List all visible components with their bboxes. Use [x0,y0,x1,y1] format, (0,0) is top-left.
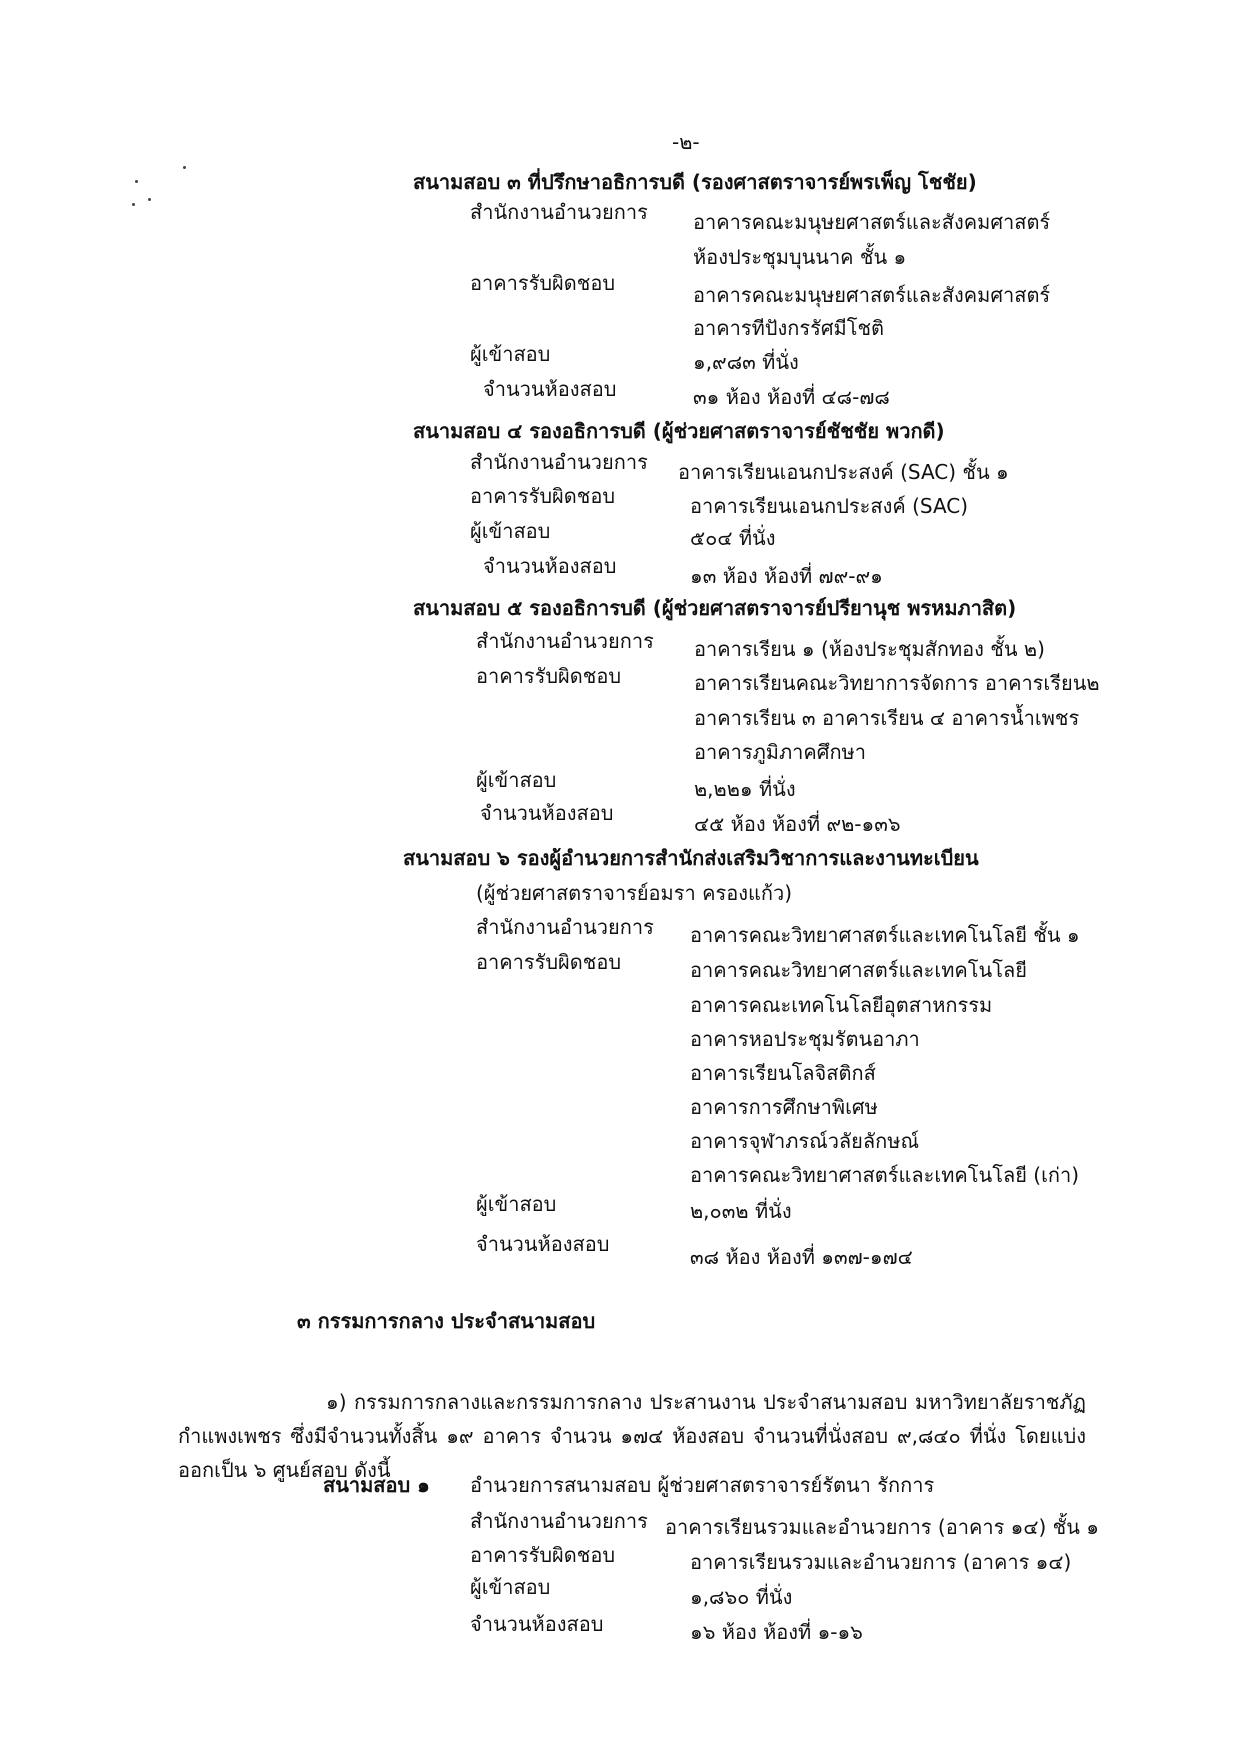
scan-speck [135,180,138,183]
section-heading: ๓ กรรมการกลาง ประจำสนามสอบ [297,1309,596,1333]
buildings-value: อาคารทีปังกรรัศมีโชติ [693,316,885,340]
scan-speck [183,166,186,169]
examinees-label: ผู้เข้าสอบ [470,1575,551,1599]
buildings-value: อาคารคณะมนุษยศาสตร์และสังคมศาสตร์ [693,283,1051,307]
buildings-value: อาคารการศึกษาพิเศษ [690,1095,878,1119]
office-label: สำนักงานอำนวยการ [476,629,654,653]
field1-director: อำนวยการสนามสอบ ผู้ช่วยศาสตราจารย์รัตนา รักการ [470,1473,935,1497]
office-value: ห้องประชุมบุนนาค ชั้น ๑ [693,245,907,269]
examinees-value: ๒,๒๒๑ ที่นั่ง [694,777,796,801]
buildings-label: อาคารรับผิดชอบ [470,484,616,508]
field1-label: สนามสอบ ๑ [323,1473,430,1497]
buildings-label: อาคารรับผิดชอบ [470,271,616,295]
examinees-label: ผู้เข้าสอบ [476,1192,557,1216]
rooms-label: จำนวนห้องสอบ [483,554,617,578]
scan-speck [132,203,135,206]
rooms-label: จำนวนห้องสอบ [476,1232,610,1256]
field-heading: สนามสอบ ๖ รองผู้อำนวยการสำนักส่งเสริมวิชาการและงานทะเบียน [403,846,979,870]
buildings-value: อาคารเรียนเอนกประสงค์ (SAC) [690,494,969,518]
examinees-value: ๕๐๔ ที่นั่ง [690,526,776,550]
office-label: สำนักงานอำนวยการ [476,915,654,939]
field-heading: สนามสอบ ๕ รองอธิการบดี (ผู้ช่วยศาสตราจารย์ปรียานุช พรหมภาสิต) [413,596,1017,620]
field-heading: สนามสอบ ๓ ที่ปรึกษาอธิการบดี (รองศาสตราจารย์พรเพ็ญ โชชัย) [413,170,977,194]
examinees-value: ๑,๙๘๓ ที่นั่ง [693,350,799,374]
buildings-value: อาคารหอประชุมรัตนอาภา [690,1027,920,1051]
buildings-value: อาคารเรียนคณะวิทยาการจัดการ อาคารเรียน๒ [694,671,1100,695]
office-value: อาคารเรียนรวมและอำนวยการ (อาคาร ๑๔) ชั้น ๑ [665,1515,1099,1539]
office-value: อาคารเรียนเอนกประสงค์ (SAC) ชั้น ๑ [678,460,1009,484]
office-label: สำนักงานอำนวยการ [470,450,648,474]
rooms-value: ๓๑ ห้อง ห้องที่ ๔๘-๗๘ [693,385,890,409]
buildings-value: อาคารเรียน ๓ อาคารเรียน ๔ อาคารน้ำเพชร [694,706,1080,730]
office-label: สำนักงานอำนวยการ [470,1509,648,1533]
rooms-label: จำนวนห้องสอบ [483,377,617,401]
section-paragraph: ๑) กรรมการกลางและกรรมการกลาง ประสานงาน ประจำสนามสอบ มหาวิทยาลัยราชภัฏกำแพงเพชร ซึ่งมีจำนวนทั้งสิ้น ๑๙ อาคาร จำนวน ๑๗๔ ห้องสอบ จำนวนที่นั่งสอบ ๙,๘๔๐ ที่นั่ง โดยแบ่งออกเป็น ๖ ศูนย์สอบ ดังนี้ [178,1390,1086,1482]
examinees-value: ๒,๐๓๒ ที่นั่ง [690,1199,792,1223]
field-heading-director: (ผู้ช่วยศาสตราจารย์อมรา ครองแก้ว) [476,881,793,905]
rooms-label: จำนวนห้องสอบ [480,801,614,825]
buildings-value: อาคารคณะวิทยาศาสตร์และเทคโนโลยี (เก่า) [690,1163,1080,1187]
buildings-value: อาคารภูมิภาคศึกษา [694,740,866,764]
rooms-label: จำนวนห้องสอบ [470,1612,604,1636]
examinees-value: ๑,๘๖๐ ที่นั่ง [690,1585,793,1609]
examinees-label: ผู้เข้าสอบ [470,342,551,366]
buildings-value: อาคารคณะวิทยาศาสตร์และเทคโนโลยี [690,958,1027,982]
rooms-value: ๑๖ ห้อง ห้องที่ ๑-๑๖ [690,1620,863,1644]
buildings-label: อาคารรับผิดชอบ [476,664,622,688]
office-value: อาคารคณะมนุษยศาสตร์และสังคมศาสตร์ [693,210,1051,234]
buildings-value: อาคารคณะเทคโนโลยีอุตสาหกรรม [690,993,993,1017]
scan-speck [148,198,151,201]
field-heading: สนามสอบ ๔ รองอธิการบดี (ผู้ช่วยศาสตราจารย์ชัชชัย พวกดี) [413,419,945,443]
office-value: อาคารเรียน ๑ (ห้องประชุมสักทอง ชั้น ๒) [694,637,1045,661]
rooms-value: ๓๘ ห้อง ห้องที่ ๑๓๗-๑๗๔ [690,1245,913,1269]
buildings-value: อาคารจุฬาภรณ์วลัยลักษณ์ [690,1129,920,1153]
page-number: -๒- [672,130,700,154]
buildings-label: อาคารรับผิดชอบ [470,1543,616,1567]
rooms-value: ๔๕ ห้อง ห้องที่ ๙๒-๑๓๖ [694,812,901,836]
examinees-label: ผู้เข้าสอบ [476,768,557,792]
examinees-label: ผู้เข้าสอบ [470,519,551,543]
buildings-value: อาคารเรียนรวมและอำนวยการ (อาคาร ๑๔) [690,1550,1072,1574]
rooms-value: ๑๓ ห้อง ห้องที่ ๗๙-๙๑ [690,564,883,588]
office-label: สำนักงานอำนวยการ [470,200,648,224]
buildings-label: อาคารรับผิดชอบ [476,950,622,974]
office-value: อาคารคณะวิทยาศาสตร์และเทคโนโลยี ชั้น ๑ [690,923,1080,947]
buildings-value: อาคารเรียนโลจิสติกส์ [690,1061,876,1085]
